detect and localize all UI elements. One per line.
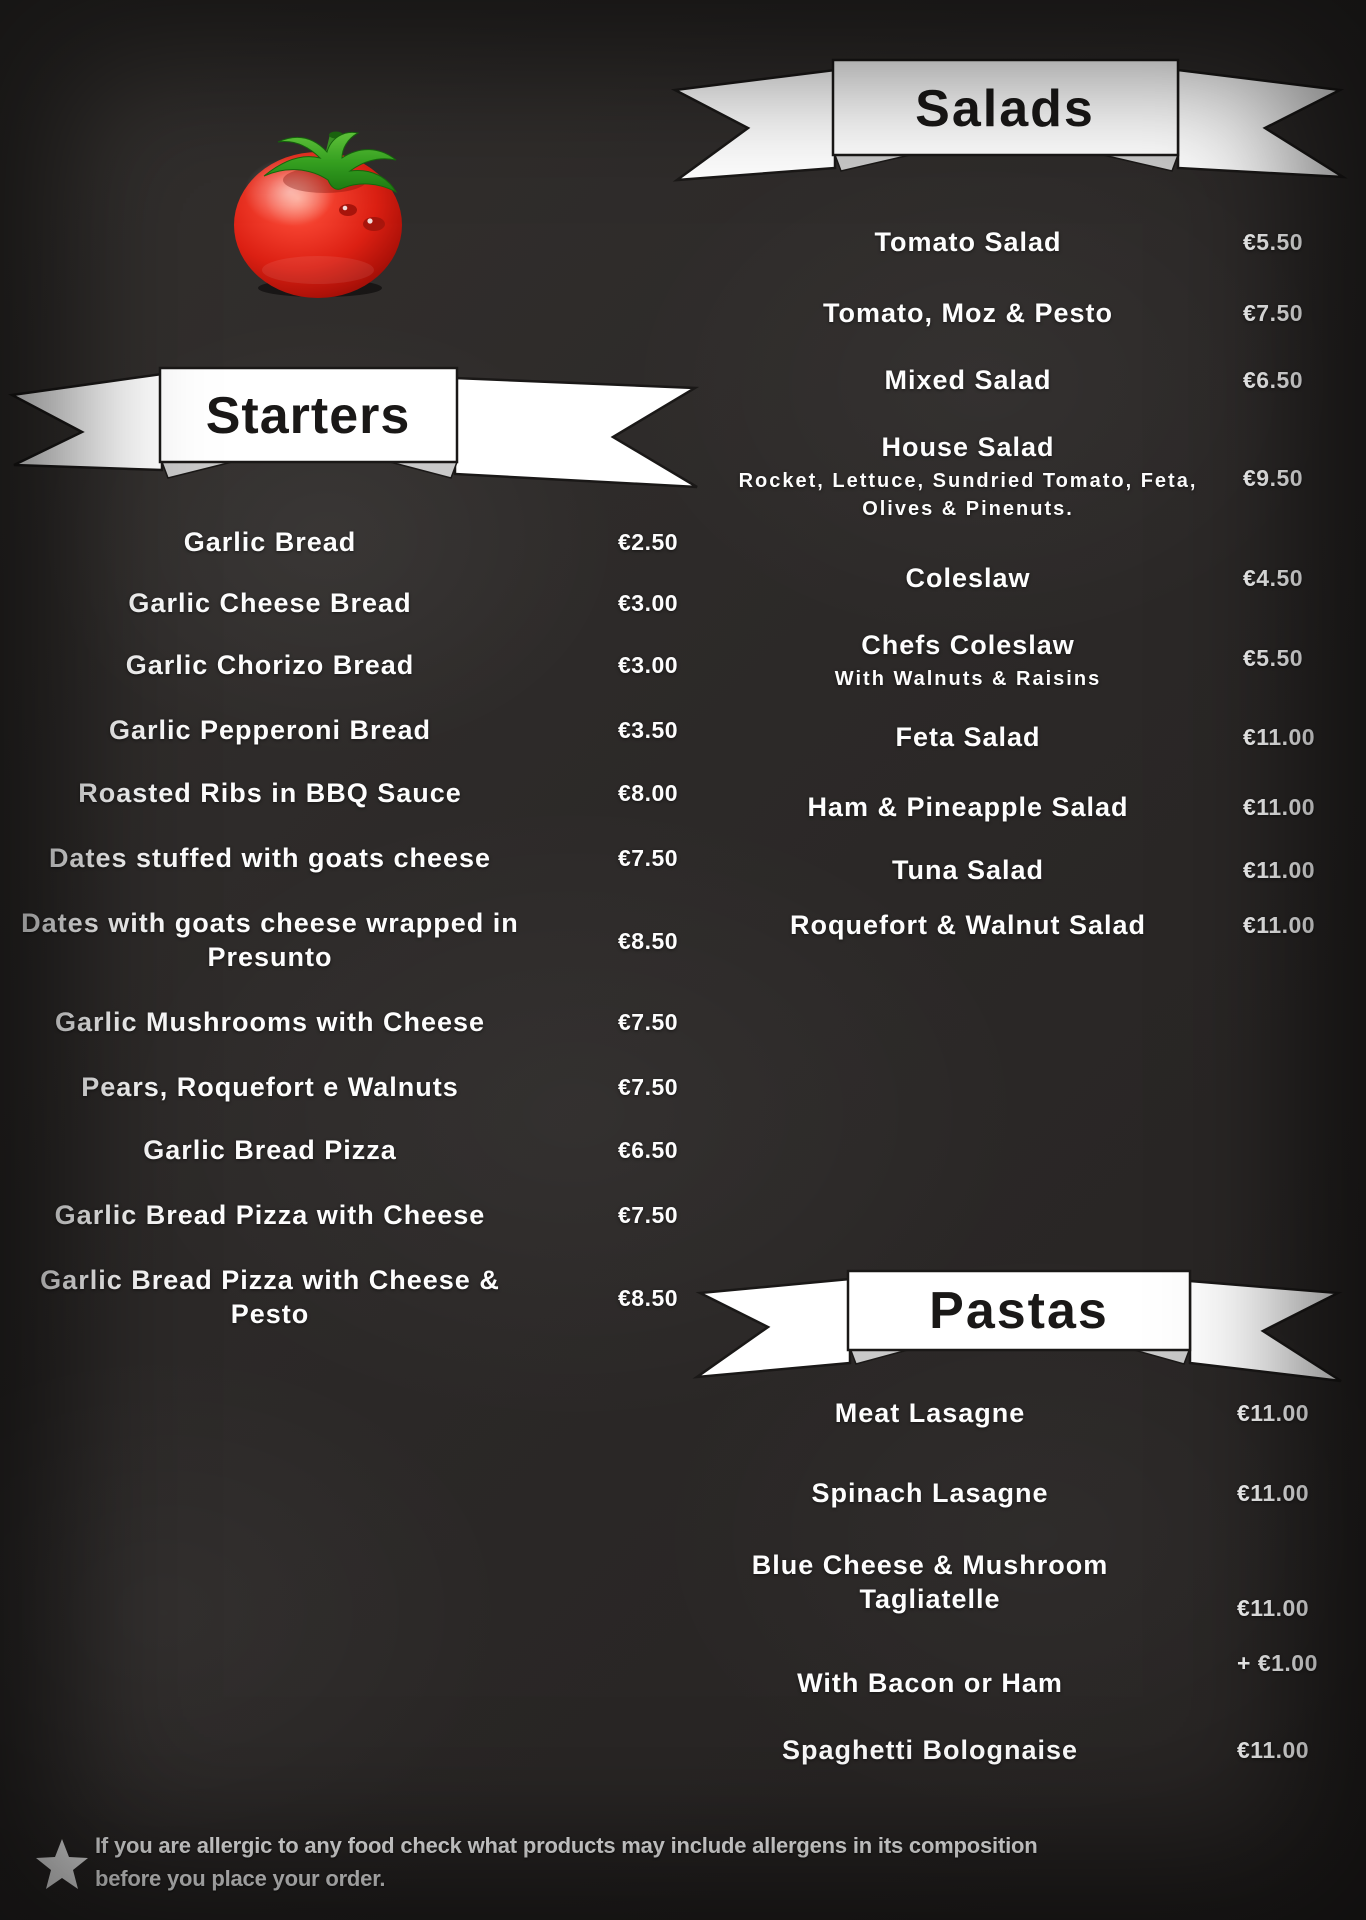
item-name: Spaghetti Bolognaise [781,1735,1079,1765]
item-name: Meat Lasagne [834,1398,1026,1428]
allergen-note [95,1829,1075,1895]
salads-title: Salads [915,80,1095,138]
item-name-text: Chefs Coleslaw [861,630,1075,660]
item-name: With Bacon or Ham [797,1668,1063,1698]
pastas-title: Pastas [929,1282,1109,1340]
item-name [718,628,1218,693]
item-price: €11.00 [1237,1400,1310,1426]
item-price: €2.50 [618,529,679,555]
item-price: €6.50 [618,1137,679,1163]
item-price: €11.00 [1243,857,1316,883]
item-price: €3.50 [618,717,679,743]
item-price: €5.50 [1243,645,1304,671]
allergen-note-line1: If you are allergic to any food check what products may include allergens in its composition [95,1833,1038,1858]
item-name [718,430,1218,523]
item-name: Blue Cheese & Mushroom Tagliatelle [751,1550,1109,1614]
item-price: €9.50 [1243,465,1304,491]
item-price: €11.00 [1243,794,1316,820]
item-price: €5.50 [1243,229,1304,255]
item-name: Mixed Salad [884,365,1052,395]
star-icon [36,1838,88,1892]
starters-title: Starters [205,387,411,445]
allergen-note-line2: before you place your order. [95,1866,386,1891]
starters-banner [0,358,710,503]
item-name: Dates with goats cheese wrapped in Presunto [21,908,519,972]
item-name: Spinach Lasagne [811,1478,1049,1508]
item-name: Feta Salad [895,722,1041,752]
item-description: Rocket, Lettuce, Sundried Tomato, Feta, Olives & Pinenuts. [738,470,1198,520]
item-price: €6.50 [1243,367,1304,393]
pastas-banner [675,1263,1366,1398]
item-name: Garlic Pepperoni Bread [108,715,432,745]
item-price: €11.00 [1243,724,1316,750]
item-name-text: House Salad [881,432,1055,462]
item-price: €3.00 [618,652,679,678]
item-name: Roquefort & Walnut Salad [790,910,1146,940]
item-name: Ham & Pineapple Salad [807,792,1129,822]
item-name: Garlic Mushrooms with Cheese [54,1007,486,1037]
tomato-icon [228,130,413,300]
item-name: Tuna Salad [891,855,1045,885]
item-name: Garlic Bread Pizza with Cheese [54,1200,486,1230]
item-name: Garlic Bread Pizza with Cheese & Pesto [40,1265,500,1329]
item-name: Pears, Roquefort e Walnuts [81,1072,459,1102]
item-name: Dates stuffed with goats cheese [48,843,492,873]
item-price: €7.50 [618,1074,679,1100]
item-price: €4.50 [1243,565,1304,591]
item-name: Tomato, Moz & Pesto [822,298,1113,328]
item-price: €7.50 [618,1009,679,1035]
item-price: €7.50 [618,1202,679,1228]
item-price: €8.50 [618,1285,679,1311]
item-name: Garlic Cheese Bread [128,588,412,618]
salads-banner [655,48,1355,198]
item-name: Tomato Salad [874,227,1062,257]
item-name: Roasted Ribs in BBQ Sauce [78,778,462,808]
item-name: Garlic Bread [183,527,357,557]
item-price: €11.00 [1237,1737,1310,1763]
item-price: €8.50 [618,928,679,954]
item-price: €11.00 [1237,1480,1310,1506]
item-price: €8.00 [618,780,679,806]
item-price: €3.00 [618,590,679,616]
item-price: €7.50 [1243,300,1304,326]
item-description: With Walnuts & Raisins [834,668,1102,690]
item-name: Garlic Chorizo Bread [125,650,415,680]
item-name: Garlic Bread Pizza [143,1135,397,1165]
item-price: €7.50 [618,845,679,871]
item-price: €11.00 [1243,912,1316,938]
item-price: + €1.00 [1237,1650,1318,1676]
item-price: €11.00 [1237,1595,1310,1621]
item-name: Coleslaw [905,563,1031,593]
